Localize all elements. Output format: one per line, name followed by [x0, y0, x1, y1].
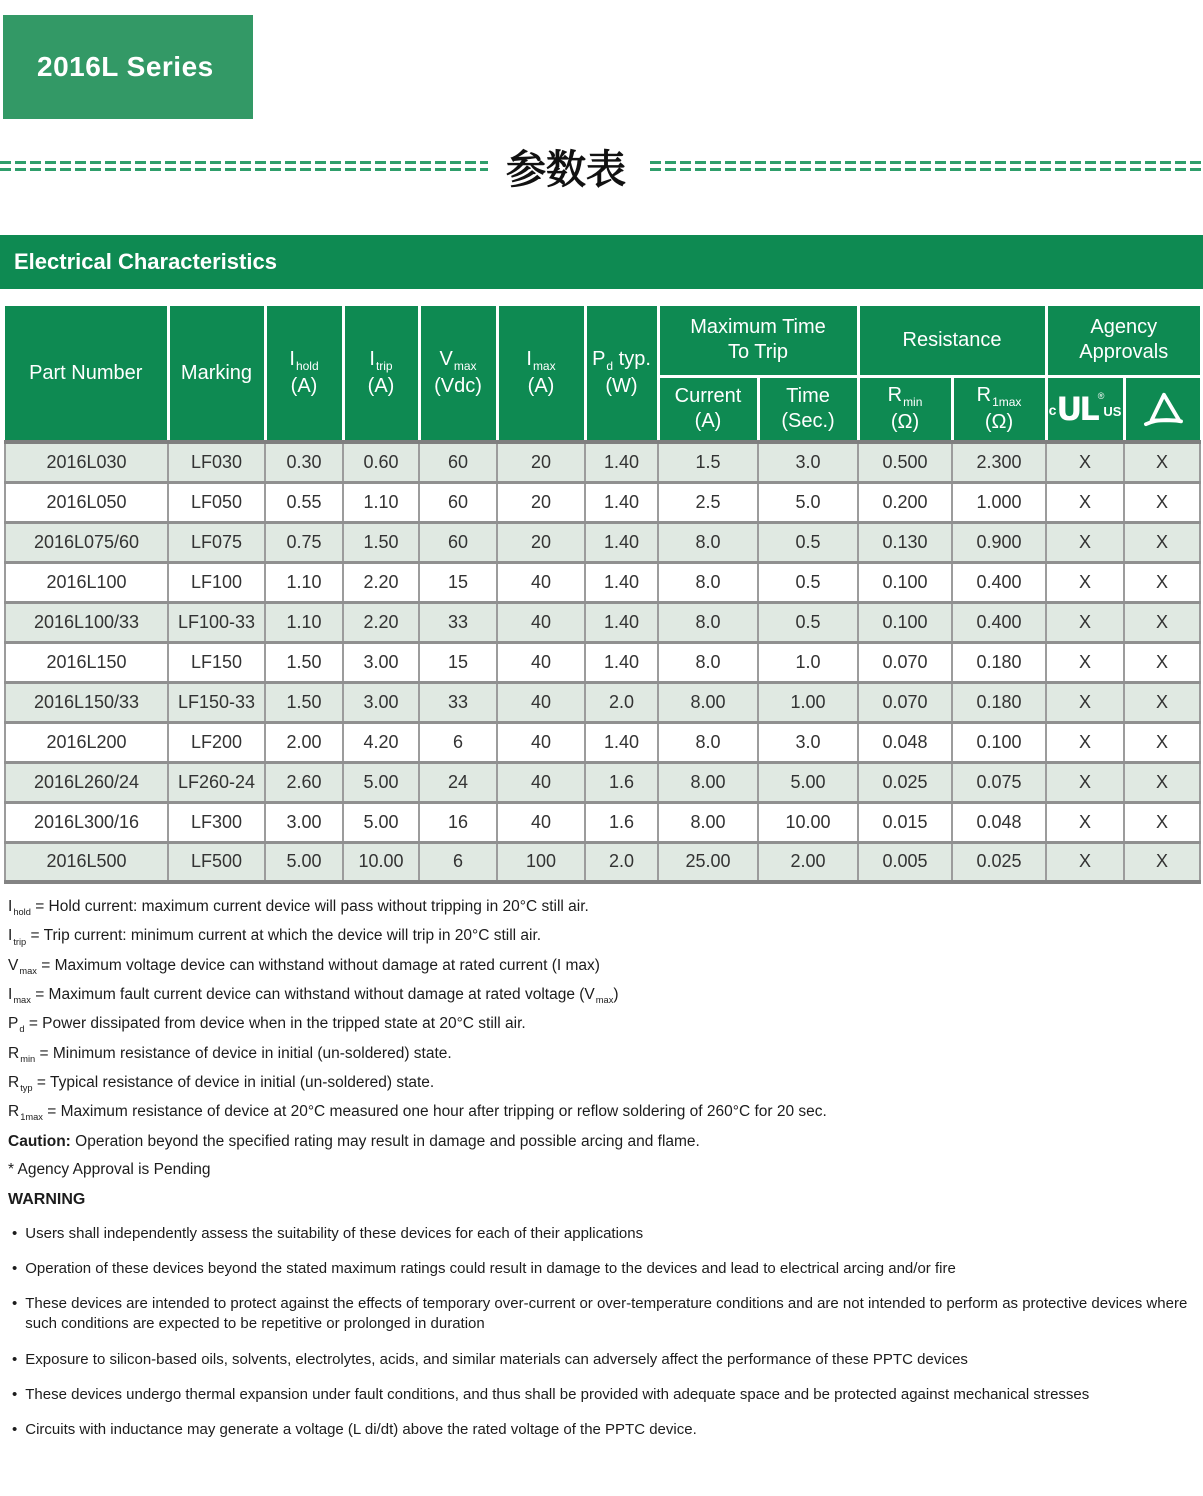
warning-bullet: • These devices are intended to protect against the effects of temporary over-current or over-temperature conditions and are not intended to perform as protective devices where such conditions are expected to be repetitive or prolonged in duration — [12, 1294, 1203, 1335]
cell-part-number: 2016L050 — [5, 482, 168, 522]
cell-r-min: 0.025 — [858, 762, 952, 802]
footnote-line: $R_{min}$ = Minimum resistance of device in initial (un-soldered) state. — [8, 1044, 452, 1064]
cell-part-number: 2016L500 — [5, 842, 168, 882]
cell-v-max: 16 — [419, 802, 497, 842]
cell-trip-current: 8.0 — [658, 602, 758, 642]
cell-marking: LF100-33 — [168, 602, 265, 642]
cell-trip-current: 8.0 — [658, 562, 758, 602]
col-header-r-min: $R_{min}$ (Ω) — [858, 376, 952, 442]
cell-i-hold: 5.00 — [265, 842, 343, 882]
cell-r-1max: 0.180 — [952, 642, 1046, 682]
warning-bullet: • Operation of these devices beyond the stated maximum ratings could result in damage to the devices and lead to electrical arcing and/or fire — [12, 1259, 1203, 1279]
cell-v-max: 15 — [419, 562, 497, 602]
cell-r-1max: 0.025 — [952, 842, 1046, 882]
cell-i-hold: 1.50 — [265, 682, 343, 722]
footnotes — [8, 898, 1203, 1440]
cell-v-max: 60 — [419, 482, 497, 522]
cell-r-min: 0.070 — [858, 682, 952, 722]
col-group-agency-approvals: Agency Approvals — [1046, 306, 1200, 376]
cell-v-max: 60 — [419, 522, 497, 562]
cell-v-max: 6 — [419, 842, 497, 882]
cell-approval-triangle: X — [1124, 442, 1200, 482]
cell-trip-time: 1.00 — [758, 682, 858, 722]
cell-i-hold: 2.00 — [265, 722, 343, 762]
cell-trip-current: 8.00 — [658, 802, 758, 842]
table-row — [5, 762, 1200, 802]
cell-i-hold: 3.00 — [265, 802, 343, 842]
col-header-i-trip: $I_{trip}$ (A) — [343, 306, 419, 442]
cell-trip-time: 5.0 — [758, 482, 858, 522]
series-badge-label: 2016L Series — [37, 51, 214, 82]
cell-approval-triangle: X — [1124, 802, 1200, 842]
table-row — [5, 602, 1200, 642]
cell-marking: LF500 — [168, 842, 265, 882]
cell-r-min: 0.130 — [858, 522, 952, 562]
cell-r-min: 0.500 — [858, 442, 952, 482]
cell-approval-ul: X — [1046, 842, 1124, 882]
cell-approval-triangle: X — [1124, 642, 1200, 682]
cell-trip-time: 0.5 — [758, 522, 858, 562]
electrical-characteristics-table — [4, 306, 1201, 884]
cell-i-max: 100 — [497, 842, 585, 882]
cell-part-number: 2016L030 — [5, 442, 168, 482]
cell-trip-current: 2.5 — [658, 482, 758, 522]
cell-i-hold: 0.75 — [265, 522, 343, 562]
cell-r-1max: 0.400 — [952, 562, 1046, 602]
cell-r-1max: 2.300 — [952, 442, 1046, 482]
cell-i-max: 40 — [497, 762, 585, 802]
footnote-line: $P_d$ = Power dissipated from device when in the tripped state at 20°C still air. — [8, 1015, 526, 1035]
cell-trip-time: 1.0 — [758, 642, 858, 682]
cell-i-max: 40 — [497, 722, 585, 762]
cell-approval-triangle: X — [1124, 682, 1200, 722]
cell-i-trip: 4.20 — [343, 722, 419, 762]
cell-i-max: 20 — [497, 482, 585, 522]
cell-i-max: 40 — [497, 802, 585, 842]
cell-v-max: 6 — [419, 722, 497, 762]
bullet-dot: • — [12, 1295, 18, 1313]
cell-i-trip: 5.00 — [343, 802, 419, 842]
cell-i-trip: 3.00 — [343, 682, 419, 722]
cell-i-trip: 3.00 — [343, 642, 419, 682]
cell-i-max: 20 — [497, 442, 585, 482]
cell-i-trip: 0.60 — [343, 442, 419, 482]
table-row — [5, 722, 1200, 762]
cell-r-1max: 0.400 — [952, 602, 1046, 642]
cell-approval-triangle: X — [1124, 482, 1200, 522]
cell-p-d-typ: 1.40 — [585, 442, 658, 482]
cell-i-trip: 5.00 — [343, 762, 419, 802]
cell-p-d-typ: 1.40 — [585, 602, 658, 642]
cell-i-max: 20 — [497, 522, 585, 562]
cell-i-hold: 1.10 — [265, 562, 343, 602]
caution-label: Caution: — [8, 1132, 71, 1150]
cell-i-hold: 2.60 — [265, 762, 343, 802]
cell-r-1max: 0.048 — [952, 802, 1046, 842]
warning-bullet: • Exposure to silicon-based oils, solvents, electrolytes, acids, and similar materials can adversely affect the performance of these PPTC devices — [12, 1350, 1203, 1370]
dashed-rule-right — [650, 157, 1203, 175]
cell-r-min: 0.100 — [858, 602, 952, 642]
agency-pending-note: * Agency Approval is Pending — [8, 1160, 211, 1178]
cell-approval-ul: X — [1046, 602, 1124, 642]
cell-approval-triangle: X — [1124, 762, 1200, 802]
cell-v-max: 33 — [419, 682, 497, 722]
warning-bullet: • Circuits with inductance may generate a voltage (L di/dt) above the rated voltage of the PPTC device. — [12, 1420, 1203, 1440]
footnote-line: $I_{max}$ = Maximum fault current device can withstand without damage at rated voltage $(V_{max})$ — [8, 985, 619, 1006]
cell-i-trip: 1.10 — [343, 482, 419, 522]
cell-part-number: 2016L075/60 — [5, 522, 168, 562]
col-header-marking: Marking — [168, 306, 265, 442]
cell-v-max: 60 — [419, 442, 497, 482]
cell-marking: LF200 — [168, 722, 265, 762]
cell-part-number: 2016L200 — [5, 722, 168, 762]
col-header-trip-time: Time (Sec.) — [758, 376, 858, 442]
cell-trip-current: 8.0 — [658, 522, 758, 562]
cell-approval-ul: X — [1046, 762, 1124, 802]
footnote-line: $I_{trip}$ = Trip current: minimum current at which the device will trip in 20°C still air. — [8, 927, 542, 947]
cell-approval-ul: X — [1046, 642, 1124, 682]
cell-approval-ul: X — [1046, 682, 1124, 722]
col-header-p-d-typ: $P_d$ typ. (W) — [585, 306, 658, 442]
cell-approval-ul: X — [1046, 522, 1124, 562]
cell-trip-time: 10.00 — [758, 802, 858, 842]
cell-p-d-typ: 1.40 — [585, 642, 658, 682]
cell-part-number: 2016L150 — [5, 642, 168, 682]
cell-trip-time: 0.5 — [758, 602, 858, 642]
table-row — [5, 442, 1200, 482]
table-row — [5, 802, 1200, 842]
cell-approval-ul: X — [1046, 562, 1124, 602]
cell-r-min: 0.100 — [858, 562, 952, 602]
cell-part-number: 2016L260/24 — [5, 762, 168, 802]
cell-i-trip: 2.20 — [343, 562, 419, 602]
cell-p-d-typ: 2.0 — [585, 842, 658, 882]
cell-part-number: 2016L100 — [5, 562, 168, 602]
cell-approval-triangle: X — [1124, 522, 1200, 562]
cell-r-1max: 0.075 — [952, 762, 1046, 802]
cell-r-1max: 0.900 — [952, 522, 1046, 562]
col-header-part-number: Part Number — [5, 306, 168, 442]
cell-marking: LF050 — [168, 482, 265, 522]
bullet-dot: • — [12, 1350, 18, 1368]
dashed-rule-left — [0, 157, 488, 175]
cell-p-d-typ: 1.40 — [585, 562, 658, 602]
cell-r-1max: 0.180 — [952, 682, 1046, 722]
bullet-dot: • — [12, 1224, 18, 1242]
footnote-line: $I_{hold}$ = Hold current: maximum current device will pass without tripping in 20°C still air. — [8, 898, 589, 918]
cell-i-hold: 0.30 — [265, 442, 343, 482]
col-header-v-max: $V_{max}$ (Vdc) — [419, 306, 497, 442]
warning-bullet: • Users shall independently assess the suitability of these devices for each of their applications — [12, 1224, 1203, 1244]
cell-i-max: 40 — [497, 642, 585, 682]
cell-r-min: 0.070 — [858, 642, 952, 682]
footnote-line: $V_{max}$ = Maximum voltage device can withstand without damage at rated current (I max) — [8, 956, 600, 976]
cell-trip-current: 25.00 — [658, 842, 758, 882]
col-header-i-max: $I_{max}$ (A) — [497, 306, 585, 442]
bullet-dot: • — [12, 1259, 18, 1277]
cell-i-trip: 2.20 — [343, 602, 419, 642]
cell-p-d-typ: 2.0 — [585, 682, 658, 722]
cell-i-hold: 1.10 — [265, 602, 343, 642]
table-row — [5, 522, 1200, 562]
cell-p-d-typ: 1.40 — [585, 522, 658, 562]
warning-bullets — [12, 1224, 1203, 1441]
cell-marking: LF100 — [168, 562, 265, 602]
cell-trip-time: 3.0 — [758, 442, 858, 482]
col-header-r-1max: $R_{1max}$ (Ω) — [952, 376, 1046, 442]
cell-part-number: 2016L300/16 — [5, 802, 168, 842]
table-row — [5, 562, 1200, 602]
cell-approval-triangle: X — [1124, 722, 1200, 762]
cell-approval-ul: X — [1046, 802, 1124, 842]
cell-r-min: 0.048 — [858, 722, 952, 762]
cell-p-d-typ: 1.6 — [585, 762, 658, 802]
table-row — [5, 642, 1200, 682]
cell-trip-current: 8.00 — [658, 762, 758, 802]
cell-v-max: 15 — [419, 642, 497, 682]
section-header-label: Electrical Characteristics — [14, 249, 277, 274]
cell-r-min: 0.015 — [858, 802, 952, 842]
cell-trip-time: 2.00 — [758, 842, 858, 882]
cell-approval-triangle: X — [1124, 562, 1200, 602]
col-header-ul-approval — [1046, 376, 1124, 442]
cell-i-max: 40 — [497, 682, 585, 722]
cell-approval-ul: X — [1046, 482, 1124, 522]
table-body — [5, 442, 1200, 882]
cell-approval-ul: X — [1046, 442, 1124, 482]
bullet-dot: • — [12, 1421, 18, 1439]
cell-trip-time: 5.00 — [758, 762, 858, 802]
cell-i-trip: 10.00 — [343, 842, 419, 882]
cell-i-max: 40 — [497, 602, 585, 642]
col-group-max-time-to-trip: Maximum Time To Trip — [658, 306, 858, 376]
warning-bullet: • These devices undergo thermal expansion under fault conditions, and thus shall be provided with adequate space and be protected against mechanical stresses — [12, 1385, 1203, 1405]
cell-trip-time: 3.0 — [758, 722, 858, 762]
cell-trip-current: 8.0 — [658, 722, 758, 762]
triangle-cert-icon — [1127, 390, 1200, 428]
cell-marking: LF075 — [168, 522, 265, 562]
cell-part-number: 2016L100/33 — [5, 602, 168, 642]
cell-p-d-typ: 1.6 — [585, 802, 658, 842]
cell-i-hold: 0.55 — [265, 482, 343, 522]
cell-approval-triangle: X — [1124, 842, 1200, 882]
cell-v-max: 33 — [419, 602, 497, 642]
cell-i-max: 40 — [497, 562, 585, 602]
cell-r-min: 0.005 — [858, 842, 952, 882]
footnote-line: $R_{1max}$ = Maximum resistance of device at 20°C measured one hour after tripping or reflow soldering of 260°C for 20 sec. — [8, 1103, 827, 1123]
cell-r-min: 0.200 — [858, 482, 952, 522]
cell-trip-current: 8.0 — [658, 642, 758, 682]
cell-trip-current: 1.5 — [658, 442, 758, 482]
warning-title: WARNING — [8, 1190, 86, 1208]
cell-i-trip: 1.50 — [343, 522, 419, 562]
cell-marking: LF260-24 — [168, 762, 265, 802]
col-header-triangle-approval — [1124, 376, 1200, 442]
series-badge — [3, 15, 253, 119]
cell-trip-current: 8.00 — [658, 682, 758, 722]
col-group-resistance: Resistance — [858, 306, 1046, 376]
section-header — [0, 235, 1203, 289]
col-header-i-hold: $I_{hold}$ (A) — [265, 306, 343, 442]
table-row — [5, 682, 1200, 722]
cell-trip-time: 0.5 — [758, 562, 858, 602]
footnote-line: $R_{typ}$ = Typical resistance of device in initial (un-soldered) state. — [8, 1073, 435, 1094]
cell-approval-triangle: X — [1124, 602, 1200, 642]
cell-p-d-typ: 1.40 — [585, 482, 658, 522]
bullet-dot: • — [12, 1385, 18, 1403]
col-header-trip-current: Current (A) — [658, 376, 758, 442]
cell-approval-ul: X — [1046, 722, 1124, 762]
cell-i-hold: 1.50 — [265, 642, 343, 682]
cul-us-cert-icon: c UL ® US — [1048, 389, 1122, 428]
cell-v-max: 24 — [419, 762, 497, 802]
cell-marking: LF300 — [168, 802, 265, 842]
cn-title-row — [0, 135, 1203, 197]
cell-marking: LF150 — [168, 642, 265, 682]
cell-r-1max: 1.000 — [952, 482, 1046, 522]
cell-marking: LF030 — [168, 442, 265, 482]
cell-p-d-typ: 1.40 — [585, 722, 658, 762]
cn-title: 参数表 — [506, 146, 626, 193]
table-row — [5, 842, 1200, 882]
table-row — [5, 482, 1200, 522]
caution-text: Operation beyond the specified rating may result in damage and possible arcing and flame. — [70, 1132, 700, 1150]
cell-marking: LF150-33 — [168, 682, 265, 722]
cell-r-1max: 0.100 — [952, 722, 1046, 762]
caution-note — [8, 1133, 1203, 1151]
cell-part-number: 2016L150/33 — [5, 682, 168, 722]
